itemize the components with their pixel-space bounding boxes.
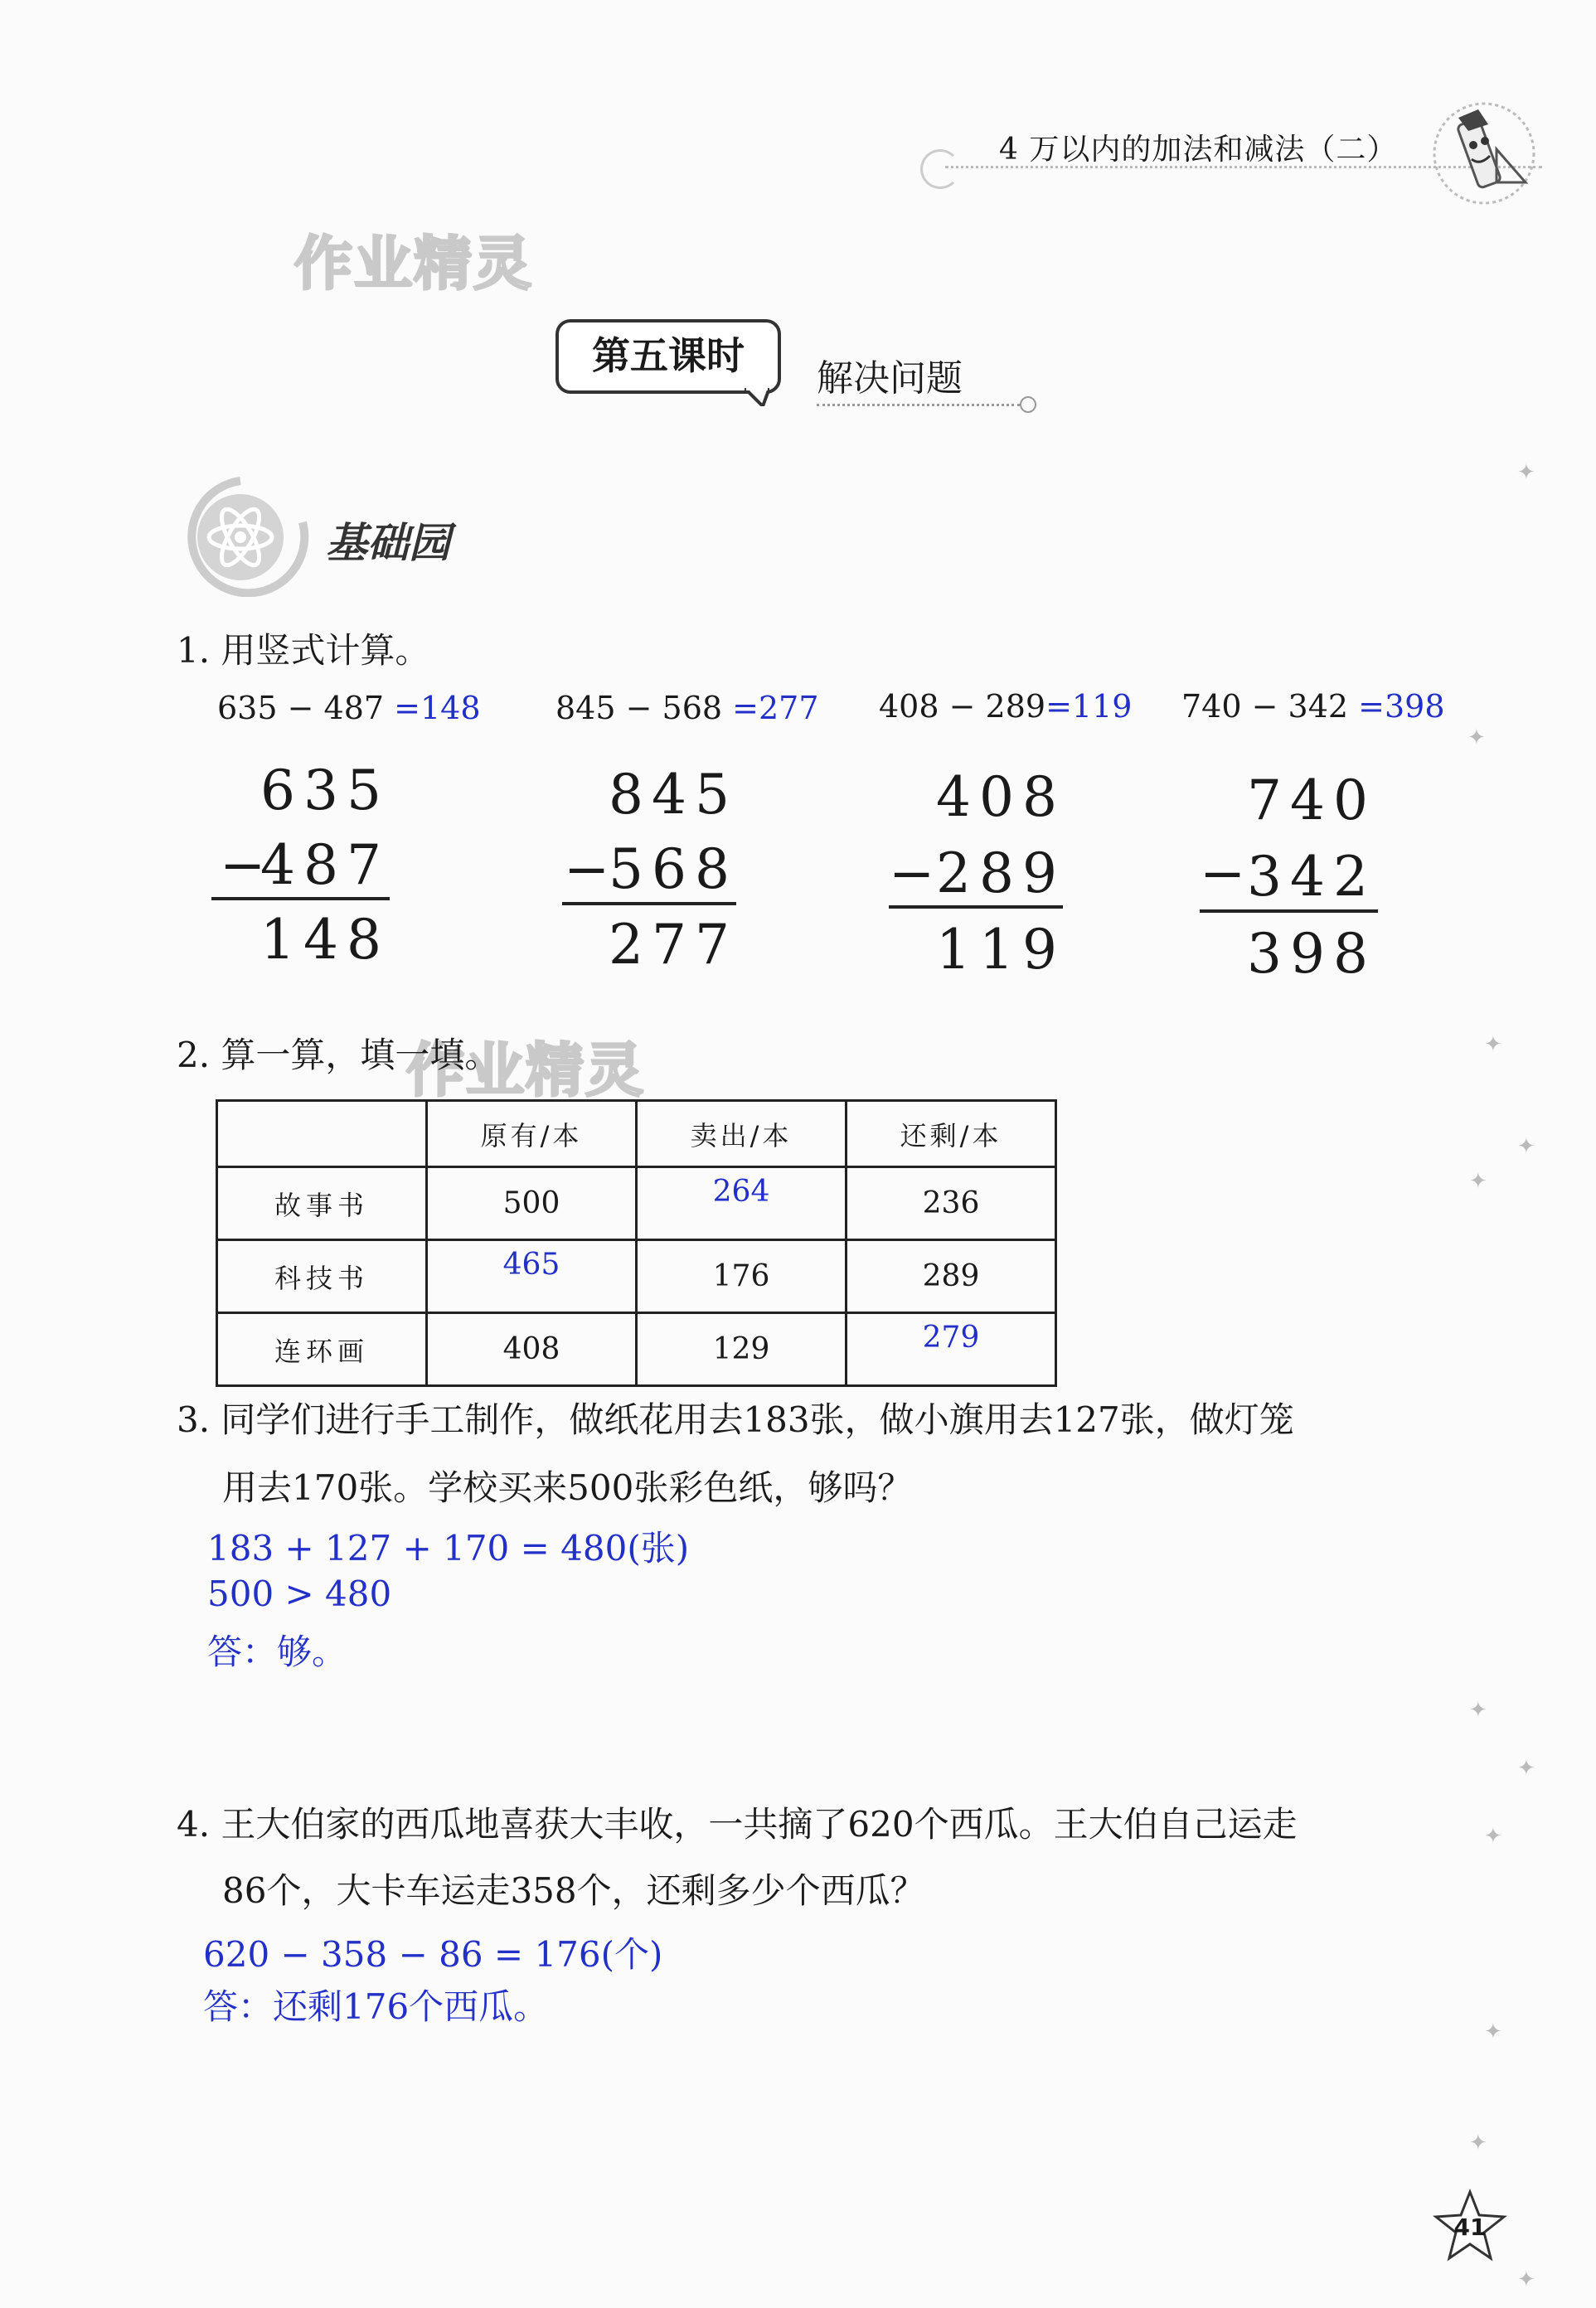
table-row bbox=[217, 1313, 1056, 1386]
table-header-left: 还剩/本 bbox=[847, 1101, 1056, 1167]
vertical-result: 398 bbox=[1247, 922, 1376, 986]
vertical-rule bbox=[1200, 909, 1378, 913]
star-icon: ✦ bbox=[1484, 1824, 1502, 1849]
vertical-top-number: 740 bbox=[1247, 769, 1376, 832]
vertical-rule bbox=[889, 905, 1063, 909]
table-header-blank bbox=[217, 1101, 427, 1167]
star-icon: ✦ bbox=[1467, 725, 1486, 750]
star-icon: ✦ bbox=[1484, 2019, 1502, 2044]
question-3-answer-1: 183 + 127 + 170 = 480(张) bbox=[207, 1528, 690, 1569]
question-2-prompt: 2. 算一算，填一填。 bbox=[177, 1035, 500, 1075]
table-row bbox=[217, 1167, 1056, 1240]
table-header-row bbox=[217, 1101, 1056, 1167]
question-4-answer-2: 答：还剩176个西瓜。 bbox=[203, 1986, 549, 2027]
cell-original-answer: 465 bbox=[427, 1240, 637, 1313]
vertical-rule bbox=[211, 897, 390, 900]
cell-left: 289 bbox=[847, 1240, 1056, 1313]
cell-left: 236 bbox=[847, 1167, 1056, 1240]
q1-expression-4: 740 − 342 =398 bbox=[1181, 688, 1445, 725]
cell-sold-answer: 264 bbox=[637, 1167, 847, 1240]
star-icon: ✦ bbox=[1517, 2267, 1535, 2292]
question-3-answer-3: 答：够。 bbox=[207, 1632, 347, 1672]
pencil-mascot-icon bbox=[1430, 99, 1538, 207]
vertical-rule bbox=[562, 902, 736, 905]
atom-icon bbox=[170, 473, 311, 597]
question-3-line-1: 3. 同学们进行手工制作，做纸花用去183张，做小旗用去127张，做灯笼 bbox=[177, 1399, 1294, 1440]
vertical-top-number: 845 bbox=[609, 763, 738, 827]
table-row bbox=[217, 1240, 1056, 1313]
cell-original: 500 bbox=[427, 1167, 637, 1240]
star-icon: ✦ bbox=[1484, 1032, 1502, 1057]
cell-original: 408 bbox=[427, 1313, 637, 1386]
vertical-top-number: 408 bbox=[936, 765, 1065, 829]
cell-sold: 129 bbox=[637, 1313, 847, 1386]
vertical-bottom-number: 289 bbox=[936, 841, 1065, 905]
header-swirl-ornament bbox=[920, 149, 960, 189]
lesson-dotted-underline bbox=[817, 404, 1020, 406]
watermark-top: 作业精灵 bbox=[294, 230, 533, 298]
lesson-badge: 第五课时 bbox=[555, 319, 781, 394]
question-3-line-2: 用去170张。学校买来500张彩色纸，够吗？ bbox=[222, 1467, 913, 1508]
question-1-prompt: 1. 用竖式计算。 bbox=[177, 630, 430, 671]
vertical-bottom-number: 568 bbox=[609, 837, 738, 901]
chapter-title: 4 万以内的加法和减法（二） bbox=[999, 133, 1398, 167]
row-name: 科技书 bbox=[217, 1240, 427, 1313]
row-name: 连环画 bbox=[217, 1313, 427, 1386]
star-icon: ✦ bbox=[1517, 1756, 1535, 1781]
question-4-line-2: 86个，大卡车运走358个，还剩多少个西瓜？ bbox=[222, 1870, 925, 1911]
star-icon: ✦ bbox=[1517, 1134, 1535, 1159]
vertical-bottom-number: 342 bbox=[1247, 845, 1376, 909]
vertical-bottom-number: 487 bbox=[260, 833, 390, 897]
lesson-badge-tail bbox=[745, 388, 769, 406]
star-icon: ✦ bbox=[1469, 1169, 1487, 1194]
star-icon: ✦ bbox=[1469, 2131, 1487, 2155]
minus-sign: − bbox=[220, 833, 266, 897]
page-number: 41 bbox=[1453, 2213, 1487, 2241]
q1-expression-3: 408 − 289=119 bbox=[879, 688, 1133, 725]
minus-sign: − bbox=[564, 837, 610, 901]
vertical-top-number: 635 bbox=[260, 759, 390, 822]
lesson-title: 解决问题 bbox=[817, 357, 963, 400]
question-4-answer-1: 620 − 358 − 86 = 176(个) bbox=[203, 1934, 663, 1975]
section-title: 基础园 bbox=[326, 518, 450, 567]
star-icon: ✦ bbox=[1469, 1698, 1487, 1723]
watermark-mid: 作业精灵 bbox=[406, 1036, 645, 1104]
question-3-answer-2: 500 > 480 bbox=[207, 1573, 392, 1614]
table-header-sold: 卖出/本 bbox=[637, 1101, 847, 1167]
lesson-underline-end-dot bbox=[1020, 396, 1036, 413]
cell-sold: 176 bbox=[637, 1240, 847, 1313]
vertical-result: 277 bbox=[609, 913, 738, 977]
question-4-line-1: 4. 王大伯家的西瓜地喜获大丰收，一共摘了620个西瓜。王大伯自己运走 bbox=[177, 1804, 1298, 1845]
vertical-result: 148 bbox=[260, 908, 390, 972]
star-icon: ✦ bbox=[1517, 460, 1535, 485]
minus-sign: − bbox=[1200, 841, 1246, 905]
table-header-original: 原有/本 bbox=[427, 1101, 637, 1167]
vertical-result: 119 bbox=[936, 918, 1065, 982]
q1-expression-2: 845 − 568 =277 bbox=[555, 690, 819, 726]
q1-expression-1: 635 − 487 =148 bbox=[217, 690, 481, 726]
books-table bbox=[216, 1099, 1057, 1387]
minus-sign: − bbox=[889, 841, 935, 905]
row-name: 故事书 bbox=[217, 1167, 427, 1240]
cell-left-answer: 279 bbox=[847, 1313, 1056, 1386]
